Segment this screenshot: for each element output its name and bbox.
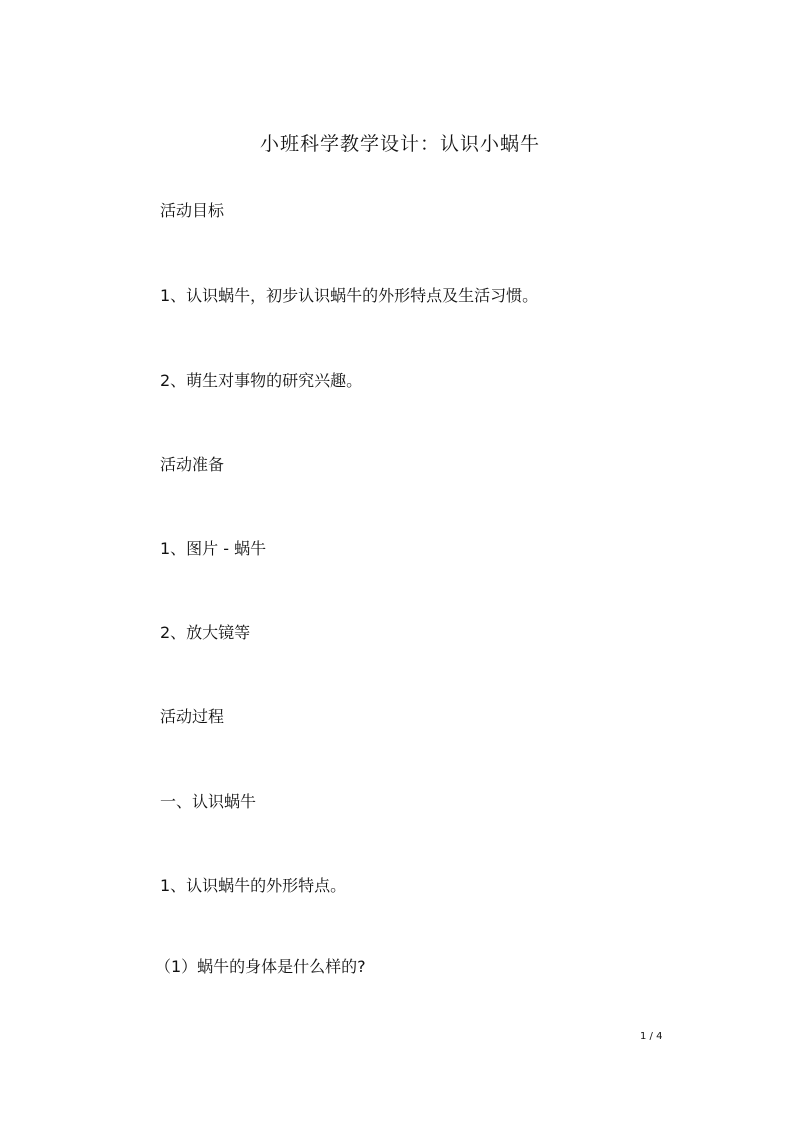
preparation-item-1: 1、图片 - 蜗牛 <box>160 539 267 558</box>
process-step-1: 一、认识蜗牛 <box>160 792 257 811</box>
process-substep-1: 1、认识蜗牛的外形特点。 <box>160 876 347 895</box>
preparation-item-2: 2、放大镜等 <box>160 623 251 642</box>
section-heading-activity-preparation: 活动准备 <box>160 455 225 474</box>
section-heading-activity-goals: 活动目标 <box>160 201 225 220</box>
goal-item-1: 1、认识蜗牛，初步认识蜗牛的外形特点及生活习惯。 <box>160 286 539 305</box>
document-title: 小班科学教学设计：认识小蜗牛 <box>259 133 540 155</box>
page-number: 1 / 4 <box>640 1031 663 1042</box>
section-heading-activity-process: 活动过程 <box>160 707 225 726</box>
process-question-1: （1）蜗牛的身体是什么样的? <box>155 957 366 976</box>
goal-item-2: 2、萌生对事物的研究兴趣。 <box>160 371 363 390</box>
